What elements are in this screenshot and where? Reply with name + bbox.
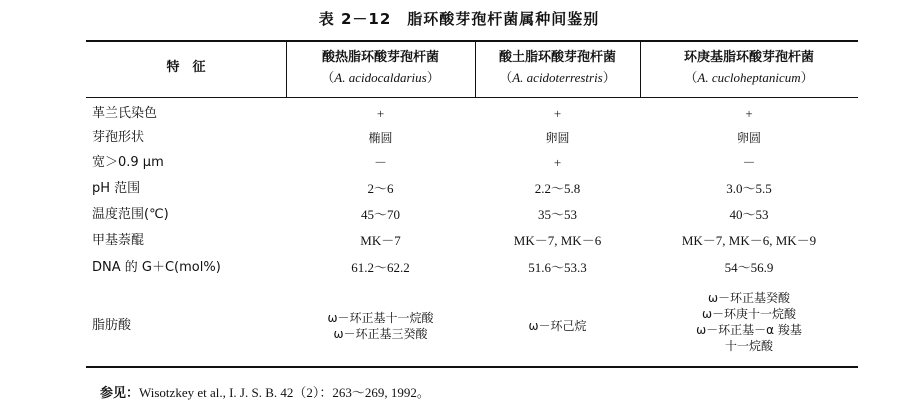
table-cell: 35～53: [537, 207, 577, 222]
species-header-2: [475, 48, 640, 88]
species-1-latin: （A. acidocaldarius）: [321, 70, 440, 85]
species-2-latin: （A. acidoterrestris）: [499, 70, 616, 85]
table-cell: +: [745, 106, 753, 121]
table-cell: 2～6: [367, 181, 394, 196]
table-cell: +: [376, 106, 385, 121]
table-cell: [286, 310, 475, 342]
table-cell: [475, 318, 640, 334]
species-1-cn: 酸热脂环酸芽孢杆菌: [321, 50, 439, 65]
species-3-latin: （A. cucloheptanicum）: [684, 70, 814, 85]
row-label: 宽＞0.9 μm: [92, 155, 164, 170]
species-header-3: [640, 48, 858, 88]
table-cell: MK－7, MK－6, MK－9: [681, 233, 817, 248]
table-cell: 3.0～5.5: [726, 181, 772, 196]
table-cell: 54～56.9: [724, 260, 774, 275]
table-cell: 51.6～53.3: [528, 260, 587, 275]
table-cell: +: [553, 155, 562, 170]
feature-header-label: 特 征: [166, 60, 206, 75]
table-cell: MK－7: [360, 233, 401, 248]
reference-note: [100, 382, 430, 401]
table-cell: 卵圆: [545, 131, 570, 145]
species-header-1: [286, 48, 475, 88]
table-cell: +: [553, 106, 562, 121]
table-cell: 45～70: [360, 207, 400, 222]
cell-line: ω－环己烷: [528, 319, 587, 333]
row-label: 芽孢形状: [92, 130, 145, 145]
table-cell: 2.2～5.8: [534, 181, 581, 196]
row-label: 甲基萘醌: [92, 233, 145, 248]
cell-line: ω－环正基十一烷酸: [327, 311, 434, 325]
species-2-cn: 酸土脂环酸芽孢杆菌: [498, 50, 616, 65]
table-cell: 椭圆: [368, 131, 393, 145]
row-label: DNA 的 G＋C(mol%): [92, 260, 221, 275]
feature-header: [86, 58, 286, 78]
table-cell: －: [373, 155, 387, 170]
row-label: 温度范围(℃): [92, 207, 169, 222]
table-cell: 40～53: [729, 207, 769, 222]
table-cell: MK－7, MK－6: [513, 233, 602, 248]
row-label: pH 范围: [92, 181, 141, 196]
cell-line: ω－环正基癸酸: [707, 291, 791, 305]
table-cell: 61.2～62.2: [351, 260, 410, 275]
cell-line: ω－环庚十一烷酸: [701, 307, 797, 321]
table-cell: [640, 290, 858, 354]
row-label: 革兰氏染色: [92, 106, 158, 121]
bottom-rule: [86, 366, 858, 368]
row-label: 脂肪酸: [92, 318, 132, 333]
reference-label: 参见：: [100, 386, 140, 401]
header-rule: [86, 97, 858, 98]
top-rule: [86, 40, 858, 42]
reference-text: Wisotzkey et al., I. J. S. B. 42（2）：263～269, 1992。: [139, 385, 430, 400]
cell-line: ω－环正基－α 羧基: [696, 323, 802, 337]
table-title: 表 2－12 脂环酸芽孢杆菌属种间鉴别: [318, 10, 600, 28]
table-cell: －: [742, 155, 756, 170]
cell-line: ω－环正基三癸酸: [333, 327, 428, 341]
cell-line: 十一烷酸: [724, 339, 773, 353]
table-cell: 卵圆: [736, 131, 761, 145]
species-3-cn: 环庚基脂环酸芽孢杆菌: [683, 50, 814, 65]
